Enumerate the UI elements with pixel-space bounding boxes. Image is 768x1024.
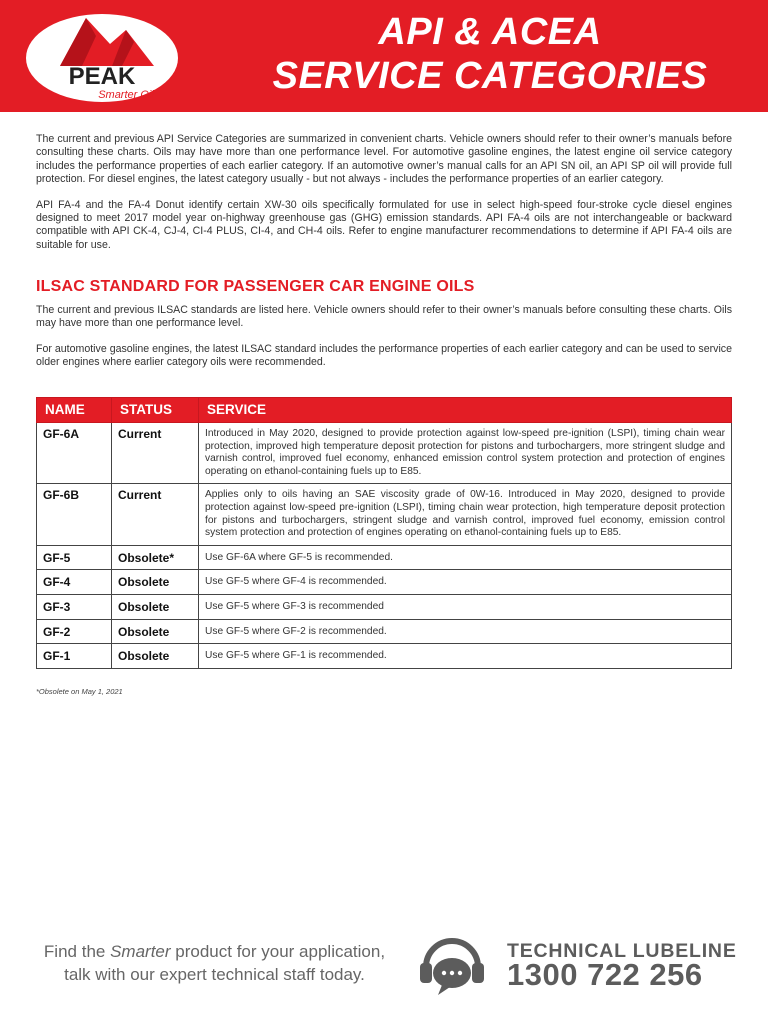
promo-emphasis: Smarter [110,942,171,961]
promo-line-1 [22,940,407,963]
row-status: Current [112,423,199,484]
row-service: Use GF-5 where GF-2 is recommended. [199,619,732,644]
row-service: Use GF-5 where GF-1 is recommended. [199,644,732,669]
column-header-status: STATUS [112,398,199,423]
row-status: Obsolete [112,619,199,644]
ilsac-paragraph-2: For automotive gasoline engines, the latest ILSAC standard includes the performance properties of each earlier category and can be used to service older engines where earlier category oils were recommended. [36,342,732,369]
header-banner [0,0,768,112]
lubeline-phone-number[interactable]: 1300 722 256 [507,957,703,992]
intro-paragraph-1: The current and previous API Service Categories are summarized in convenient charts. Vehicle owners should refer to their owner’s manuals before consulting these charts. Oils may have more than one performance level. For automotive gasoline engines, the latest engine oil service category includes the performance properties of each earlier category. If an automotive owner’s manual calls for an API SN oil, an API SP oil will provide full protection. For diesel engines, the latest category usually - but not always - includes the performance properties of an earlier category. [36,133,732,186]
row-service: Use GF-6A where GF-5 is recommended. [199,545,732,570]
chat-support-icon [412,933,492,1005]
row-name: GF-6A [37,423,112,484]
ilsac-heading: ILSAC STANDARD FOR PASSENGER CAR ENGINE OILS [36,278,475,295]
table-row [37,570,732,595]
row-name: GF-1 [37,644,112,669]
row-service: Use GF-5 where GF-4 is recommended. [199,570,732,595]
ilsac-table [36,397,732,669]
row-status: Current [112,484,199,545]
column-header-name: NAME [37,398,112,423]
ilsac-paragraph-1: The current and previous ILSAC standards are listed here. Vehicle owners should refer to their owner’s manuals before consulting these charts. Oils may have more than one performance level. [36,304,732,330]
row-status: Obsolete [112,594,199,619]
table-row [37,619,732,644]
intro-paragraph-2: API FA-4 and the FA-4 Donut identify certain XW-30 oils specifically formulated for use in select high-speed four-stroke cycle diesel engines designed to meet 2017 model year on-highway greenhouse gas (GHG) emission standards. API FA-4 oils are not interchangeable or backward compatible with API CK-4, CJ-4, CI-4 PLUS, CI-4, and CH-4 oils. Refer to engine manufacturer recommendations to determine if API FA-4 oils are suitable for use. [36,198,732,251]
row-service: Use GF-5 where GF-3 is recommended [199,594,732,619]
row-status: Obsolete* [112,545,199,570]
lubeline-label: TECHNICAL LUBELINE [507,940,737,962]
table-row [37,644,732,669]
peak-logo [22,8,182,104]
column-header-service: SERVICE [199,398,732,423]
row-status: Obsolete [112,644,199,669]
row-status: Obsolete [112,570,199,595]
table-row [37,423,732,484]
ilsac-text [36,304,732,382]
title-line-1: API & ACEA [378,11,602,53]
row-service: Applies only to oils having an SAE viscosity grade of 0W-16. Introduced in May 2020, designed to provide protection against low-speed pre-ignition (LSPI), timing chain wear protection, high temperature deposit protection for pistons and turbochargers, stringent sludge and varnish control, improved fuel economy, emission control system protection and protection of engines operating on ethanol-containing fuels up to E85. [199,484,732,545]
intro-text [36,133,732,264]
title-line-2: SERVICE CATEGORIES [272,55,708,97]
row-name: GF-6B [37,484,112,545]
row-name: GF-2 [37,619,112,644]
promo-text [22,940,407,986]
row-service: Introduced in May 2020, designed to provide protection against low-speed pre-ignition (LSPI), timing chain wear protection, improved high temperature deposit protection for pistons and turbochargers, more stringent sludge and varnish control, improved fuel economy, enhanced emission control system protection and protection of engines operating on ethanol-containing fuels up to E85. [199,423,732,484]
table-row [37,484,732,545]
svg-text:PEAK: PEAK [68,63,136,90]
table-footnote: *Obsolete on May 1, 2021 [36,687,123,696]
table-row [37,545,732,570]
page-title [230,10,750,98]
row-name: GF-5 [37,545,112,570]
promo-line-2: talk with our expert technical staff today. [64,965,365,984]
table-header-row [37,398,732,423]
table-row [37,594,732,619]
svg-text:Smarter Oil: Smarter Oil [98,89,154,101]
promo-part-1: Find the [43,942,111,961]
promo-part-2: product for your application, [170,942,386,961]
row-name: GF-4 [37,570,112,595]
row-name: GF-3 [37,594,112,619]
